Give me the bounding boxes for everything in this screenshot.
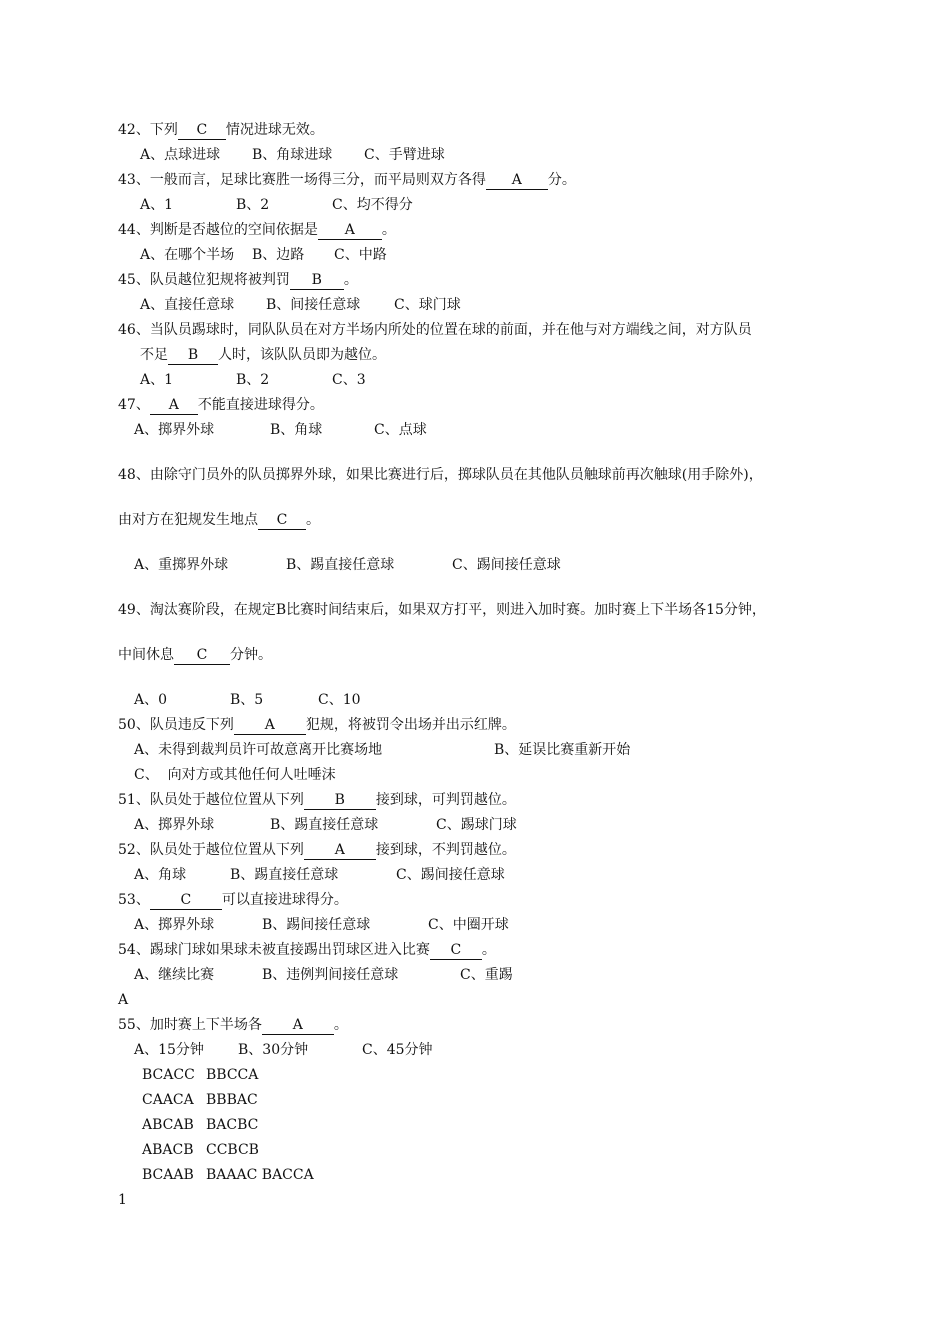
- answer-key-group: BCAAB: [142, 1167, 194, 1183]
- question-text: 。: [343, 272, 358, 288]
- option-b: B、踢直接任意球: [286, 557, 395, 573]
- question-text: 46、当队员踢球时，同队队员在对方半场内所处的位置在球的前面，并在他与对方端线之间，对方队员: [118, 322, 752, 338]
- option-a: A、1: [140, 372, 174, 388]
- option-a: A、重掷界外球: [134, 557, 229, 573]
- answer-key-group: CCBCB: [206, 1142, 259, 1158]
- question-text: 49、淘汰赛阶段，在规定B比赛时间结束后，如果双方打平，则进入加时赛。加时赛上下半场各15分钟，: [118, 602, 766, 618]
- option-c: C、中圈开球: [428, 917, 509, 933]
- options-47: [118, 418, 848, 443]
- question-52: [118, 838, 848, 863]
- stray-text: A: [118, 992, 129, 1008]
- question-54: [118, 938, 848, 963]
- question-text: 犯规，将被罚令出场并出示红牌。: [305, 717, 516, 733]
- option-c: C、踢球门球: [436, 817, 517, 833]
- answer-blank: A: [150, 397, 198, 415]
- option-b: B、角球进球: [252, 147, 333, 163]
- question-text: 45、队员越位犯规将被判罚: [118, 272, 290, 288]
- answer-blank: B: [290, 272, 344, 290]
- options-50-cont: [118, 763, 848, 788]
- question-43: [118, 168, 848, 193]
- option-c: C、点球: [374, 422, 427, 438]
- option-a: A、在哪个半场: [140, 247, 235, 263]
- option-c: C、均不得分: [332, 197, 413, 213]
- answer-blank: A: [304, 842, 376, 860]
- option-a: A、1: [140, 197, 174, 213]
- question-text: 54、踢球门球如果球未被直接踢出罚球区进入比赛: [118, 942, 430, 958]
- question-text: 中间休息: [118, 647, 174, 663]
- question-50: [118, 713, 848, 738]
- options-54: [118, 963, 848, 988]
- answer-key-group: BCACC: [142, 1067, 195, 1083]
- question-55: [118, 1013, 848, 1038]
- answer-key-group: ABACB: [142, 1142, 194, 1158]
- question-text: 52、队员处于越位位置从下列: [118, 842, 304, 858]
- option-b: B、踢间接任意球: [262, 917, 371, 933]
- question-text: 分钟。: [230, 647, 272, 663]
- question-text: 不能直接进球得分。: [197, 397, 324, 413]
- answer-blank: C: [178, 122, 226, 140]
- option-c: C、10: [318, 692, 361, 708]
- answer-key-group: BAAAC BACCA: [206, 1167, 314, 1183]
- option-a: A、掷界外球: [134, 422, 215, 438]
- option-c: C、45分钟: [362, 1042, 433, 1058]
- option-b: B、2: [236, 197, 270, 213]
- option-c: C、踢间接任意球: [452, 557, 561, 573]
- answer-blank: C: [430, 942, 482, 960]
- question-text: 人时，该队队员即为越位。: [218, 347, 386, 363]
- options-44: [118, 243, 848, 268]
- question-text: 可以直接进球得分。: [221, 892, 348, 908]
- question-text: 44、判断是否越位的空间依据是: [118, 222, 318, 238]
- answer-key-row: [118, 1113, 848, 1138]
- answer-key-row: [118, 1138, 848, 1163]
- answer-key-group: CAACA: [142, 1092, 194, 1108]
- option-a: A、未得到裁判员许可故意离开比赛场地: [134, 742, 383, 758]
- answer-key-group: ABCAB: [142, 1117, 194, 1133]
- question-text: 55、加时赛上下半场各: [118, 1017, 262, 1033]
- option-c: C、重踢: [460, 967, 513, 983]
- question-text: 42、下列: [118, 122, 178, 138]
- answer-blank: C: [258, 512, 306, 530]
- options-48: [118, 553, 848, 578]
- options-52: [118, 863, 848, 888]
- options-53: [118, 913, 848, 938]
- option-c: C、中路: [334, 247, 387, 263]
- option-a: A、0: [134, 692, 168, 708]
- option-b: B、踢直接任意球: [230, 867, 339, 883]
- option-a: A、直接任意球: [140, 297, 235, 313]
- question-text: 47、: [118, 397, 150, 413]
- option-b: B、踢直接任意球: [270, 817, 379, 833]
- options-50: [118, 738, 848, 763]
- option-a: A、继续比赛: [134, 967, 215, 983]
- question-text: 43、一般而言，足球比赛胜一场得三分，而平局则双方各得: [118, 172, 486, 188]
- answer-blank: B: [304, 792, 376, 810]
- question-48: [118, 463, 848, 488]
- option-b: B、2: [236, 372, 270, 388]
- question-text: 不足: [140, 347, 168, 363]
- question-48-cont: [118, 508, 848, 533]
- question-text: 53、: [118, 892, 150, 908]
- option-c: C、踢间接任意球: [396, 867, 505, 883]
- options-49: [118, 688, 848, 713]
- option-b: B、5: [230, 692, 264, 708]
- question-text: 分。: [547, 172, 576, 188]
- question-51: [118, 788, 848, 813]
- option-b: B、边路: [252, 247, 305, 263]
- question-47: [118, 393, 848, 418]
- answer-key-group: BBBAC: [206, 1092, 258, 1108]
- options-51: [118, 813, 848, 838]
- question-42: [118, 118, 848, 143]
- option-a: A、角球: [134, 867, 187, 883]
- options-46: [118, 368, 848, 393]
- question-text: 接到球，不判罚越位。: [375, 842, 516, 858]
- option-b: B、违例判间接任意球: [262, 967, 399, 983]
- question-text: 48、由除守门员外的队员掷界外球，如果比赛进行后，掷球队员在其他队员触球前再次触球(用手除外)，: [118, 467, 763, 483]
- document-page: [118, 118, 848, 1213]
- question-text: 50、队员违反下列: [118, 717, 234, 733]
- answer-blank: A: [234, 717, 306, 735]
- answer-key-group: BBCCA: [206, 1067, 259, 1083]
- options-45: [118, 293, 848, 318]
- question-text: 。: [333, 1017, 348, 1033]
- answer-key: [118, 1063, 848, 1188]
- question-45: [118, 268, 848, 293]
- answer-blank: A: [318, 222, 382, 240]
- answer-blank: A: [486, 172, 548, 190]
- answer-blank: C: [174, 647, 230, 665]
- option-b: B、间接任意球: [266, 297, 361, 313]
- option-c: C、球门球: [394, 297, 461, 313]
- answer-key-row: [118, 1088, 848, 1113]
- answer-key-row: [118, 1163, 848, 1188]
- question-text: 情况进球无效。: [225, 122, 324, 138]
- question-text: 由对方在犯规发生地点: [118, 512, 258, 528]
- option-a: A、掷界外球: [134, 817, 215, 833]
- question-46-cont: [118, 343, 848, 368]
- question-text: 。: [306, 512, 320, 528]
- answer-key-group: BACBC: [206, 1117, 259, 1133]
- question-49: [118, 598, 848, 623]
- option-c: C、手臂进球: [364, 147, 445, 163]
- option-b: B、30分钟: [238, 1042, 309, 1058]
- page-number: 1: [118, 1192, 127, 1208]
- option-b: B、延误比赛重新开始: [494, 742, 631, 758]
- question-46: [118, 318, 848, 343]
- question-44: [118, 218, 848, 243]
- question-49-cont: [118, 643, 848, 668]
- answer-blank: B: [168, 347, 218, 365]
- options-42: [118, 143, 848, 168]
- option-b: B、角球: [270, 422, 323, 438]
- option-c: C、 向对方或其他任何人吐唾沫: [134, 767, 336, 783]
- question-53: [118, 888, 848, 913]
- options-43: [118, 193, 848, 218]
- options-55: [118, 1038, 848, 1063]
- question-text: 51、队员处于越位位置从下列: [118, 792, 304, 808]
- question-text: 。: [381, 222, 396, 238]
- question-text: 。: [481, 942, 496, 958]
- option-a: A、15分钟: [134, 1042, 204, 1058]
- question-text: 接到球，可判罚越位。: [375, 792, 516, 808]
- answer-blank: C: [150, 892, 222, 910]
- answer-key-row: [118, 1063, 848, 1088]
- option-c: C、3: [332, 372, 366, 388]
- answer-blank: A: [262, 1017, 334, 1035]
- option-a: A、点球进球: [140, 147, 221, 163]
- option-a: A、掷界外球: [134, 917, 215, 933]
